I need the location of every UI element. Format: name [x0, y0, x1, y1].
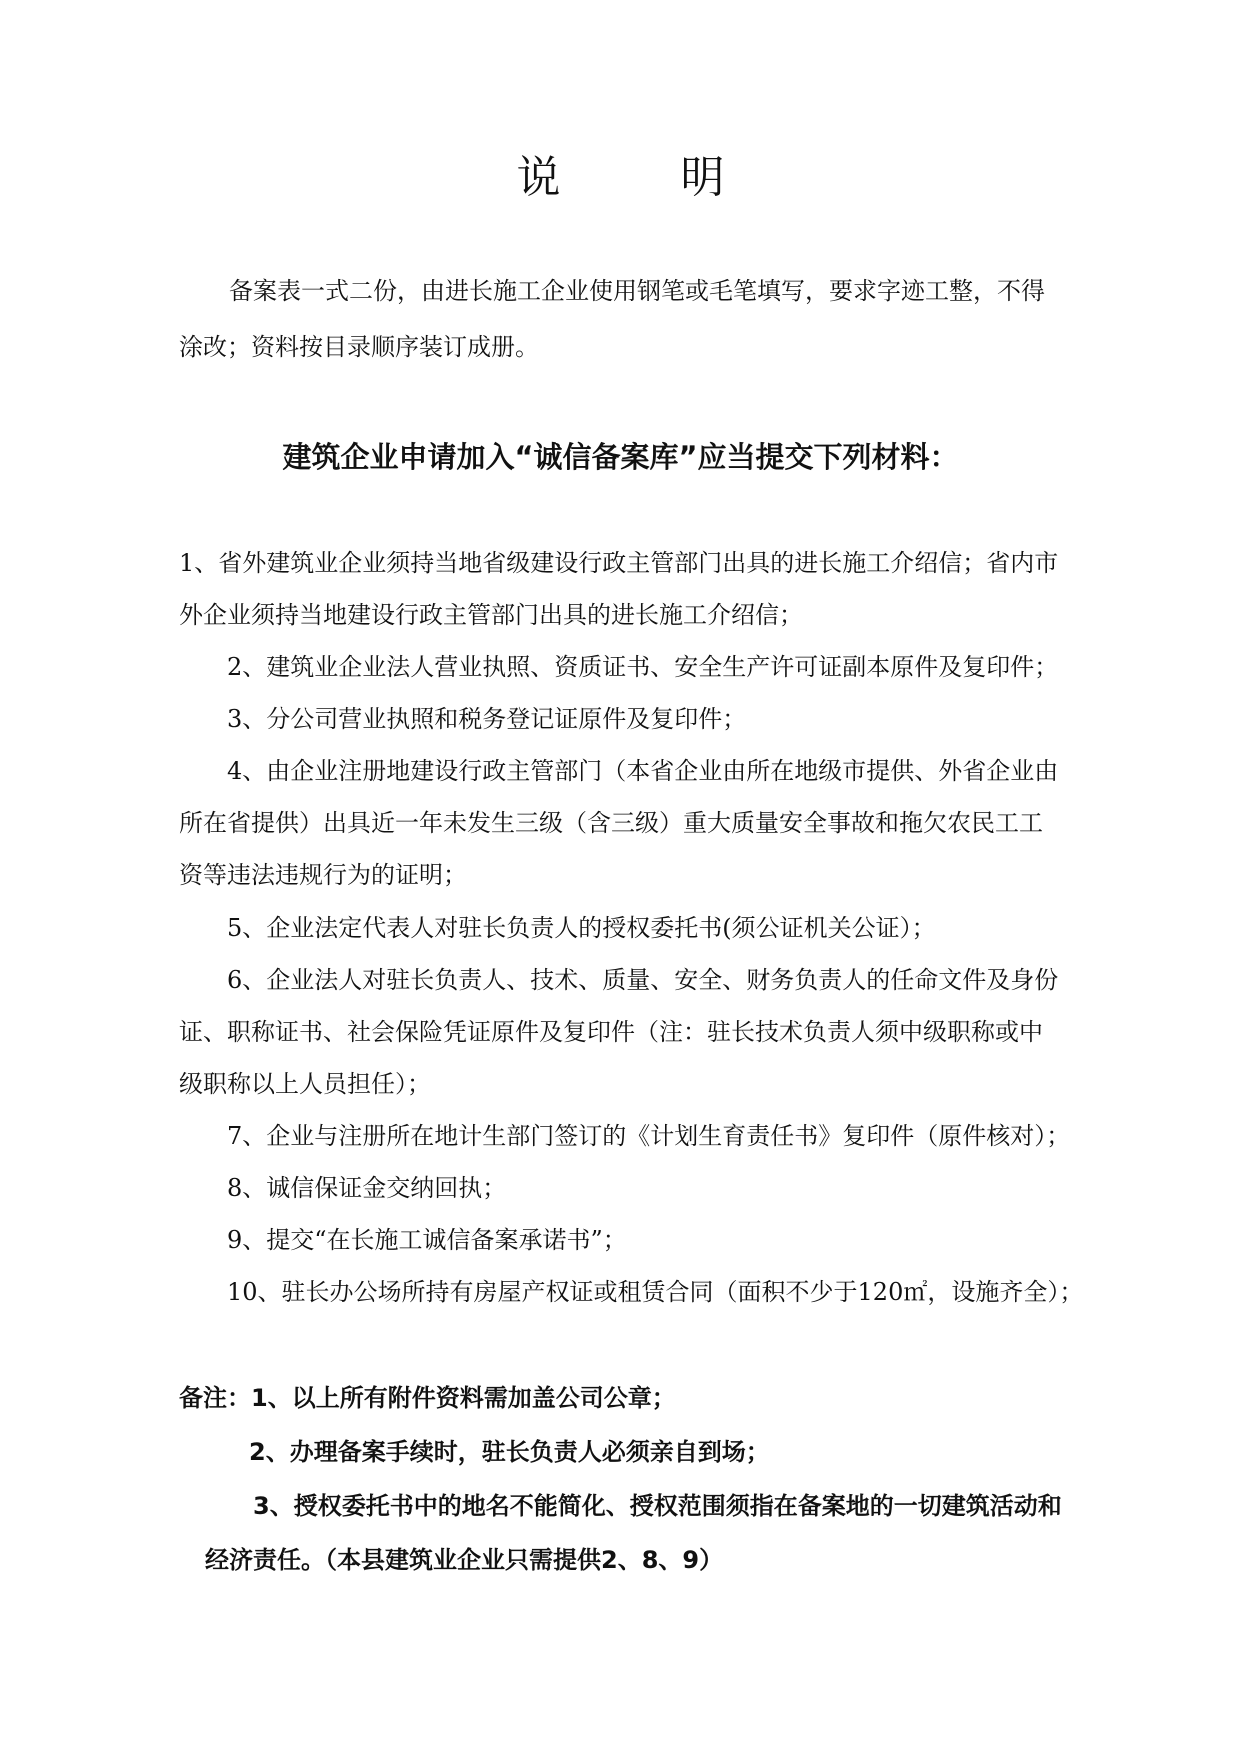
item-4-line-2: 所在省提供）出具近一年未发生三级（含三级）重大质量安全事故和拖欠农民工工 — [179, 809, 1043, 837]
item-6-line-1: 6、企业法人对驻长负责人、技术、质量、安全、财务负责人的任命文件及身份 — [227, 966, 1059, 994]
title-char-2: 明 — [680, 152, 725, 203]
title-char-1: 说 — [516, 152, 561, 203]
item-5: 5、企业法定代表人对驻长负责人的授权委托书(须公证机关公证）； — [227, 914, 936, 942]
intro-line-2: 涂改；资料按目录顺序装订成册。 — [179, 333, 539, 361]
page-title — [0, 148, 1241, 208]
note-3-line-2: 经济责任。（本县建筑业企业只需提供2、8、9） — [205, 1546, 724, 1574]
section-heading: 建筑企业申请加入“诚信备案库”应当提交下列材料： — [282, 440, 959, 474]
item-1-line-1: 1、省外建筑业企业须持当地省级建设行政主管部门出具的进长施工介绍信；省内市 — [179, 549, 1059, 577]
note-2: 2、办理备案手续时，驻长负责人必须亲自到场； — [249, 1438, 770, 1466]
item-6-line-2: 证、职称证书、社会保险凭证原件及复印件（注：驻长技术负责人须中级职称或中 — [179, 1018, 1043, 1046]
item-1-line-2: 外企业须持当地建设行政主管部门出具的进长施工介绍信； — [179, 601, 803, 629]
item-4-line-3: 资等违法违规行为的证明； — [179, 861, 467, 889]
item-4-line-1: 4、由企业注册地建设行政主管部门（本省企业由所在地级市提供、外省企业由 — [227, 757, 1059, 785]
item-8: 8、诚信保证金交纳回执； — [227, 1174, 507, 1202]
item-7: 7、企业与注册所在地计生部门签订的《计划生育责任书》复印件（原件核对）； — [227, 1122, 1071, 1150]
item-3: 3、分公司营业执照和税务登记证原件及复印件； — [227, 705, 747, 733]
item-6-line-3: 级职称以上人员担任）； — [179, 1070, 431, 1098]
item-2: 2、建筑业企业法人营业执照、资质证书、安全生产许可证副本原件及复印件； — [227, 653, 1059, 681]
item-9: 9、提交“在长施工诚信备案承诺书”； — [227, 1226, 627, 1254]
note-1: 备注：1、以上所有附件资料需加盖公司公章； — [179, 1384, 676, 1412]
intro-line-1: 备案表一式二份，由进长施工企业使用钢笔或毛笔填写，要求字迹工整，不得 — [229, 277, 1045, 305]
item-10: 10、驻长办公场所持有房屋产权证或租赁合同（面积不少于120㎡，设施齐全）； — [227, 1278, 1084, 1306]
note-3-line-1: 3、授权委托书中的地名不能简化、授权范围须指在备案地的一切建筑活动和 — [253, 1492, 1062, 1520]
